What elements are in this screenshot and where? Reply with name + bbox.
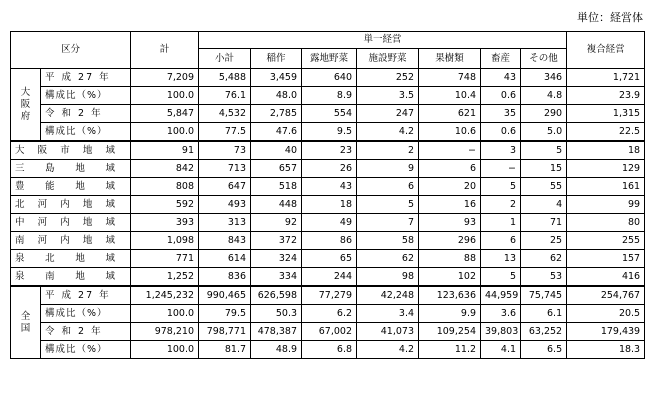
value-cell: 43 — [481, 69, 521, 87]
value-cell: 9.9 — [419, 305, 481, 323]
area-label-char: 域 — [105, 216, 115, 228]
area-label-char: 内 — [60, 234, 70, 246]
value-cell: 65 — [302, 250, 357, 268]
value-cell: 100.0 — [131, 305, 199, 323]
value-cell: 15 — [521, 160, 567, 178]
area-label — [11, 268, 131, 287]
osaka-row — [11, 123, 645, 142]
area-label-char: 南 — [45, 270, 55, 282]
value-cell: 80 — [567, 214, 645, 232]
value-cell: 290 — [521, 105, 567, 123]
value-cell: 3.5 — [357, 87, 419, 105]
value-cell: 99 — [567, 196, 645, 214]
area-label — [11, 196, 131, 214]
area-label-char: 内 — [60, 198, 70, 210]
value-cell: 7 — [357, 214, 419, 232]
value-cell: 5,488 — [199, 69, 251, 87]
value-cell: 254,767 — [567, 286, 645, 305]
value-cell: 44,959 — [481, 286, 521, 305]
osaka-row — [11, 69, 645, 87]
value-cell: 296 — [419, 232, 481, 250]
national-label — [11, 286, 41, 359]
value-cell: − — [481, 160, 521, 178]
value-cell: 40 — [251, 141, 302, 160]
value-cell: 843 — [199, 232, 251, 250]
value-cell: 35 — [481, 105, 521, 123]
area-label-char: 地 — [75, 252, 85, 264]
value-cell: 20 — [419, 178, 481, 196]
value-cell: 592 — [131, 196, 199, 214]
area-label-text — [15, 197, 115, 213]
value-cell: 5 — [521, 141, 567, 160]
header-sub: 小計 — [199, 49, 251, 69]
value-cell: 77.5 — [199, 123, 251, 142]
value-cell: 10.4 — [419, 87, 481, 105]
area-label-char: 地 — [82, 198, 93, 210]
area-label-char: 三 — [15, 162, 25, 174]
value-cell: 76.1 — [199, 87, 251, 105]
national-row — [11, 341, 645, 359]
osaka-label-char: 府 — [20, 110, 31, 122]
value-cell: 92 — [251, 214, 302, 232]
header-single: 単一経営 — [199, 32, 567, 49]
value-cell: 346 — [521, 69, 567, 87]
header-total: 計 — [131, 32, 199, 69]
area-label-text — [15, 215, 115, 231]
area-label-text — [15, 143, 115, 159]
area-label-text — [15, 233, 115, 249]
header-sub: 畜産 — [481, 49, 521, 69]
value-cell: 518 — [251, 178, 302, 196]
value-cell: 4.1 — [481, 341, 521, 359]
value-cell: 244 — [302, 268, 357, 287]
value-cell: 621 — [419, 105, 481, 123]
row-label: 平 成 27 年 — [41, 286, 131, 305]
value-cell: 247 — [357, 105, 419, 123]
value-cell: 8.9 — [302, 87, 357, 105]
header-sub: 露地野菜 — [302, 49, 357, 69]
value-cell: 1,098 — [131, 232, 199, 250]
area-label-char: 域 — [105, 162, 115, 174]
row-label: 構成比（%） — [41, 87, 131, 105]
value-cell: 6 — [357, 178, 419, 196]
national-row — [11, 323, 645, 341]
value-cell: 771 — [131, 250, 199, 268]
value-cell: 4.8 — [521, 87, 567, 105]
header-sub: 果樹類 — [419, 49, 481, 69]
area-label-char: 地 — [82, 234, 93, 246]
value-cell: 0.6 — [481, 87, 521, 105]
value-cell: 13 — [481, 250, 521, 268]
value-cell: 81.7 — [199, 341, 251, 359]
value-cell: 75,745 — [521, 286, 567, 305]
area-label — [11, 141, 131, 160]
value-cell: 50.3 — [251, 305, 302, 323]
header-row-1 — [11, 32, 645, 49]
value-cell: 334 — [251, 268, 302, 287]
national-label-char: 国 — [20, 322, 31, 334]
header-sub: 施設野菜 — [357, 49, 419, 69]
value-cell: 25 — [521, 232, 567, 250]
area-label-char: 河 — [37, 198, 48, 210]
value-cell: 3.6 — [481, 305, 521, 323]
area-row — [11, 141, 645, 160]
value-cell: 808 — [131, 178, 199, 196]
value-cell: 6.2 — [302, 305, 357, 323]
value-cell: 23 — [302, 141, 357, 160]
header-sub: その他 — [521, 49, 567, 69]
area-row — [11, 196, 645, 214]
area-label-char: 河 — [37, 216, 48, 228]
value-cell: 478,387 — [251, 323, 302, 341]
value-cell: 49 — [302, 214, 357, 232]
row-label: 平 成 27 年 — [41, 69, 131, 87]
value-cell: 102 — [419, 268, 481, 287]
value-cell: 93 — [419, 214, 481, 232]
area-label-char: 地 — [82, 216, 93, 228]
value-cell: 6.1 — [521, 305, 567, 323]
value-cell: 18 — [302, 196, 357, 214]
area-label-char: 域 — [105, 198, 115, 210]
area-label-char: 地 — [75, 270, 85, 282]
unit-label: 単位：経営体 — [577, 11, 643, 24]
area-label-char: 地 — [82, 144, 93, 156]
value-cell: 26 — [302, 160, 357, 178]
value-cell: 42,248 — [357, 286, 419, 305]
osaka-label-char: 阪 — [20, 98, 31, 110]
value-cell: 657 — [251, 160, 302, 178]
value-cell: 77,279 — [302, 286, 357, 305]
value-cell: 5.0 — [521, 123, 567, 142]
value-cell: 98 — [357, 268, 419, 287]
value-cell: 3,459 — [251, 69, 302, 87]
national-label-char: 全 — [20, 310, 31, 322]
area-label-char: 域 — [105, 252, 115, 264]
row-label: 構成比（%） — [41, 341, 131, 359]
area-label-char: 域 — [105, 270, 115, 282]
value-cell: 100.0 — [131, 341, 199, 359]
value-cell: 109,254 — [419, 323, 481, 341]
national-row — [11, 305, 645, 323]
value-cell: 2 — [357, 141, 419, 160]
value-cell: 626,598 — [251, 286, 302, 305]
value-cell: 22.5 — [567, 123, 645, 142]
area-label-text — [15, 179, 115, 195]
value-cell: 4.2 — [357, 123, 419, 142]
value-cell: 448 — [251, 196, 302, 214]
header-sub: 稲作 — [251, 49, 302, 69]
value-cell: 842 — [131, 160, 199, 178]
value-cell: 1,721 — [567, 69, 645, 87]
header-multi: 複合経営 — [567, 32, 645, 69]
value-cell: 1 — [481, 214, 521, 232]
value-cell: 179,439 — [567, 323, 645, 341]
value-cell: 6 — [481, 232, 521, 250]
area-row — [11, 232, 645, 250]
value-cell: 0.6 — [481, 123, 521, 142]
value-cell: 7,209 — [131, 69, 199, 87]
national-row — [11, 286, 645, 305]
value-cell: 1,315 — [567, 105, 645, 123]
osaka-row — [11, 105, 645, 123]
area-label — [11, 178, 131, 196]
value-cell: 48.0 — [251, 87, 302, 105]
area-label-char: 能 — [45, 180, 55, 192]
value-cell: 1,252 — [131, 268, 199, 287]
area-label-char: 島 — [45, 162, 55, 174]
value-cell: 393 — [131, 214, 199, 232]
row-label: 構成比（%） — [41, 123, 131, 142]
value-cell: 493 — [199, 196, 251, 214]
value-cell: 73 — [199, 141, 251, 160]
value-cell: 313 — [199, 214, 251, 232]
value-cell: 157 — [567, 250, 645, 268]
value-cell: 16 — [419, 196, 481, 214]
value-cell: 63,252 — [521, 323, 567, 341]
area-label-char: 阪 — [37, 144, 48, 156]
value-cell: 5 — [481, 178, 521, 196]
value-cell: 100.0 — [131, 123, 199, 142]
value-cell: 5 — [481, 268, 521, 287]
area-label-text — [15, 269, 115, 285]
row-label: 令 和 2 年 — [41, 105, 131, 123]
area-label-char: 河 — [37, 234, 48, 246]
value-cell: 255 — [567, 232, 645, 250]
area-row — [11, 268, 645, 287]
area-row — [11, 214, 645, 232]
value-cell: 3.4 — [357, 305, 419, 323]
table-body — [11, 32, 645, 359]
value-cell: 4,532 — [199, 105, 251, 123]
value-cell: 614 — [199, 250, 251, 268]
row-label: 令 和 2 年 — [41, 323, 131, 341]
value-cell: 10.6 — [419, 123, 481, 142]
area-label-text — [15, 251, 115, 267]
value-cell: 748 — [419, 69, 481, 87]
value-cell: 713 — [199, 160, 251, 178]
value-cell: 5,847 — [131, 105, 199, 123]
value-cell: 11.2 — [419, 341, 481, 359]
row-label: 構成比（%） — [41, 305, 131, 323]
area-label-char: 泉 — [15, 252, 25, 264]
area-label-char: 北 — [45, 252, 55, 264]
value-cell: 62 — [521, 250, 567, 268]
value-cell: 416 — [567, 268, 645, 287]
value-cell: 4 — [521, 196, 567, 214]
area-label-char: 域 — [105, 144, 115, 156]
area-label-text — [15, 161, 115, 177]
value-cell: 123,636 — [419, 286, 481, 305]
area-label-char: 中 — [15, 216, 25, 228]
value-cell: 640 — [302, 69, 357, 87]
area-label — [11, 250, 131, 268]
area-label-char: 域 — [105, 234, 115, 246]
area-label — [11, 214, 131, 232]
value-cell: 43 — [302, 178, 357, 196]
value-cell: 67,002 — [302, 323, 357, 341]
value-cell: 100.0 — [131, 87, 199, 105]
value-cell: 58 — [357, 232, 419, 250]
value-cell: 47.6 — [251, 123, 302, 142]
value-cell: 5 — [357, 196, 419, 214]
value-cell: 990,465 — [199, 286, 251, 305]
value-cell: 20.5 — [567, 305, 645, 323]
area-label-char: 地 — [75, 180, 85, 192]
value-cell: 554 — [302, 105, 357, 123]
area-label-char: 域 — [105, 180, 115, 192]
value-cell: 129 — [567, 160, 645, 178]
value-cell: 798,771 — [199, 323, 251, 341]
osaka-label — [11, 69, 41, 142]
area-label-char: 豊 — [15, 180, 25, 192]
value-cell: 18 — [567, 141, 645, 160]
value-cell: 252 — [357, 69, 419, 87]
value-cell: 48.9 — [251, 341, 302, 359]
value-cell: 88 — [419, 250, 481, 268]
value-cell: 62 — [357, 250, 419, 268]
value-cell: 6 — [419, 160, 481, 178]
value-cell: 4.2 — [357, 341, 419, 359]
value-cell: 6.5 — [521, 341, 567, 359]
area-row — [11, 178, 645, 196]
osaka-row — [11, 87, 645, 105]
value-cell: 161 — [567, 178, 645, 196]
value-cell: − — [419, 141, 481, 160]
area-label-char: 地 — [75, 162, 85, 174]
value-cell: 55 — [521, 178, 567, 196]
value-cell: 71 — [521, 214, 567, 232]
header-kubun: 区分 — [11, 32, 131, 69]
value-cell: 372 — [251, 232, 302, 250]
value-cell: 978,210 — [131, 323, 199, 341]
area-label — [11, 160, 131, 178]
value-cell: 91 — [131, 141, 199, 160]
value-cell: 23.9 — [567, 87, 645, 105]
value-cell: 3 — [481, 141, 521, 160]
area-label-char: 市 — [60, 144, 70, 156]
value-cell: 86 — [302, 232, 357, 250]
value-cell: 836 — [199, 268, 251, 287]
area-label-char: 内 — [60, 216, 70, 228]
area-label-char: 南 — [15, 234, 25, 246]
value-cell: 39,803 — [481, 323, 521, 341]
value-cell: 2 — [481, 196, 521, 214]
value-cell: 41,073 — [357, 323, 419, 341]
area-label-char: 泉 — [15, 270, 25, 282]
value-cell: 647 — [199, 178, 251, 196]
value-cell: 6.8 — [302, 341, 357, 359]
value-cell: 18.3 — [567, 341, 645, 359]
farm-management-table — [10, 31, 645, 359]
osaka-label-char: 大 — [20, 86, 31, 98]
value-cell: 79.5 — [199, 305, 251, 323]
value-cell: 53 — [521, 268, 567, 287]
area-label-char: 北 — [15, 198, 25, 210]
area-label-char: 大 — [15, 144, 25, 156]
value-cell: 9.5 — [302, 123, 357, 142]
area-row — [11, 250, 645, 268]
value-cell: 9 — [357, 160, 419, 178]
value-cell: 2,785 — [251, 105, 302, 123]
area-row — [11, 160, 645, 178]
value-cell: 1,245,232 — [131, 286, 199, 305]
area-label — [11, 232, 131, 250]
value-cell: 324 — [251, 250, 302, 268]
